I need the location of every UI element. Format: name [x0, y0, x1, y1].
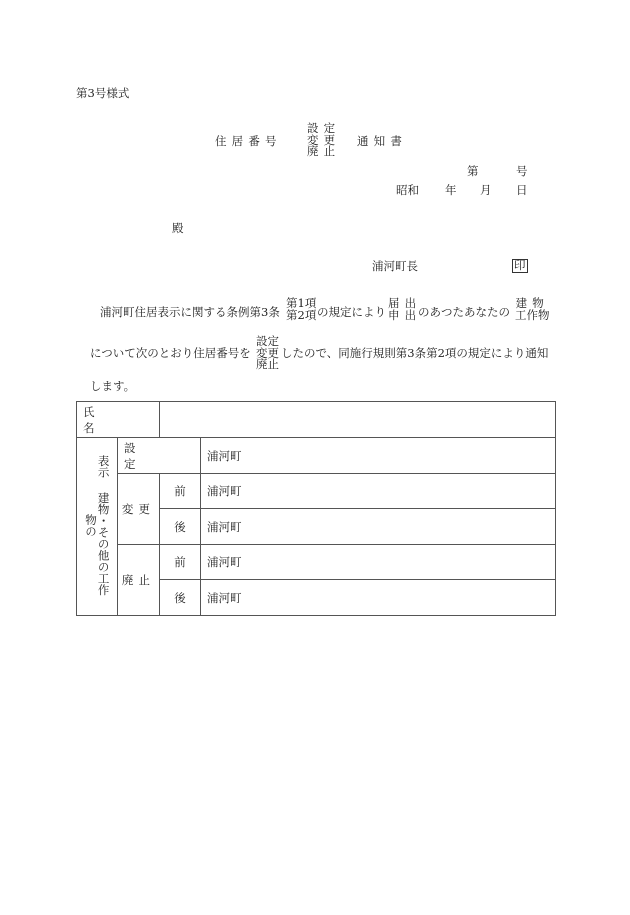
change-after-label: 後: [174, 519, 186, 534]
title-left: 住居番号: [215, 134, 282, 148]
date-month: 月: [480, 183, 492, 197]
date-day: 日: [516, 183, 528, 197]
issuer-title: 浦河町長: [372, 259, 418, 273]
object-option-building: 建物: [515, 296, 549, 310]
setting-label-cell: [118, 438, 201, 474]
abolish-after-town: 浦河町: [207, 590, 242, 605]
side-label: 表示 建物・その他の工作物の: [84, 454, 111, 596]
doc-number-suffix: 号: [516, 164, 528, 178]
seal-mark: 印: [514, 258, 526, 272]
change-before-town: 浦河町: [207, 484, 242, 498]
title-options: [307, 123, 340, 158]
title-option-abolish: 廃止: [307, 144, 341, 158]
title-right: 通知書: [357, 134, 408, 148]
name-label: 氏名: [83, 404, 131, 435]
report-option-notify: 届出: [388, 296, 422, 310]
object-options: [515, 298, 550, 321]
name-value-cell[interactable]: [160, 402, 556, 438]
body-part3: のあつたあなたの: [418, 305, 510, 319]
body-part4: について次のとおり住居番号を: [90, 346, 251, 360]
clause-options: [286, 298, 316, 321]
abolish-before-label: 前: [174, 555, 186, 569]
action-option-setting: 設定: [256, 334, 279, 348]
action-option-abolish: 廃止: [256, 357, 279, 371]
change-label-cell: [118, 474, 160, 545]
change-before-label: 前: [174, 484, 186, 498]
clause-option-1: 第1項: [286, 296, 317, 310]
addressee-suffix: 殿: [172, 221, 184, 235]
body-part6: します。: [90, 379, 136, 393]
date-era: 昭和: [396, 183, 419, 197]
change-before-value-cell[interactable]: [201, 474, 556, 509]
date-year: 年: [445, 183, 457, 197]
action-options: [256, 336, 279, 371]
object-option-structure: 工作物: [515, 307, 550, 322]
body-part5: したので、同施行規則第3条第2項の規定により通知: [281, 346, 549, 360]
setting-label: 設定: [124, 440, 177, 471]
body-part2: の規定により: [317, 305, 386, 319]
title-option-change: 変更: [307, 132, 341, 147]
abolish-before-value-cell[interactable]: [201, 545, 556, 580]
doc-number-prefix: 第: [467, 164, 479, 178]
setting-value-cell[interactable]: [201, 438, 556, 474]
title-option-setting: 設定: [307, 121, 341, 135]
form-number: 第3号様式: [76, 86, 130, 100]
abolish-before-label-cell: [160, 545, 201, 580]
change-label: 変更: [121, 502, 156, 516]
change-after-town: 浦河町: [207, 519, 242, 534]
abolish-after-label-cell: [160, 580, 201, 616]
name-label-cell: [77, 402, 160, 438]
abolish-before-town: 浦河町: [207, 555, 242, 569]
change-after-value-cell[interactable]: [201, 509, 556, 545]
change-after-label-cell: [160, 509, 201, 545]
side-label-cell: [77, 438, 118, 616]
report-option-apply: 申出: [388, 307, 422, 322]
report-options: [388, 298, 421, 321]
address-table: [76, 401, 556, 616]
abolish-after-value-cell[interactable]: [201, 580, 556, 616]
action-option-change: 変更: [256, 345, 279, 360]
change-before-label-cell: [160, 474, 201, 509]
abolish-after-label: 後: [174, 590, 186, 605]
abolish-label: 廃止: [121, 573, 156, 587]
body-part1: 浦河町住居表示に関する条例第3条: [100, 305, 280, 319]
setting-town: 浦河町: [207, 448, 242, 463]
abolish-label-cell: [118, 545, 160, 616]
clause-option-2: 第2項: [286, 307, 317, 322]
